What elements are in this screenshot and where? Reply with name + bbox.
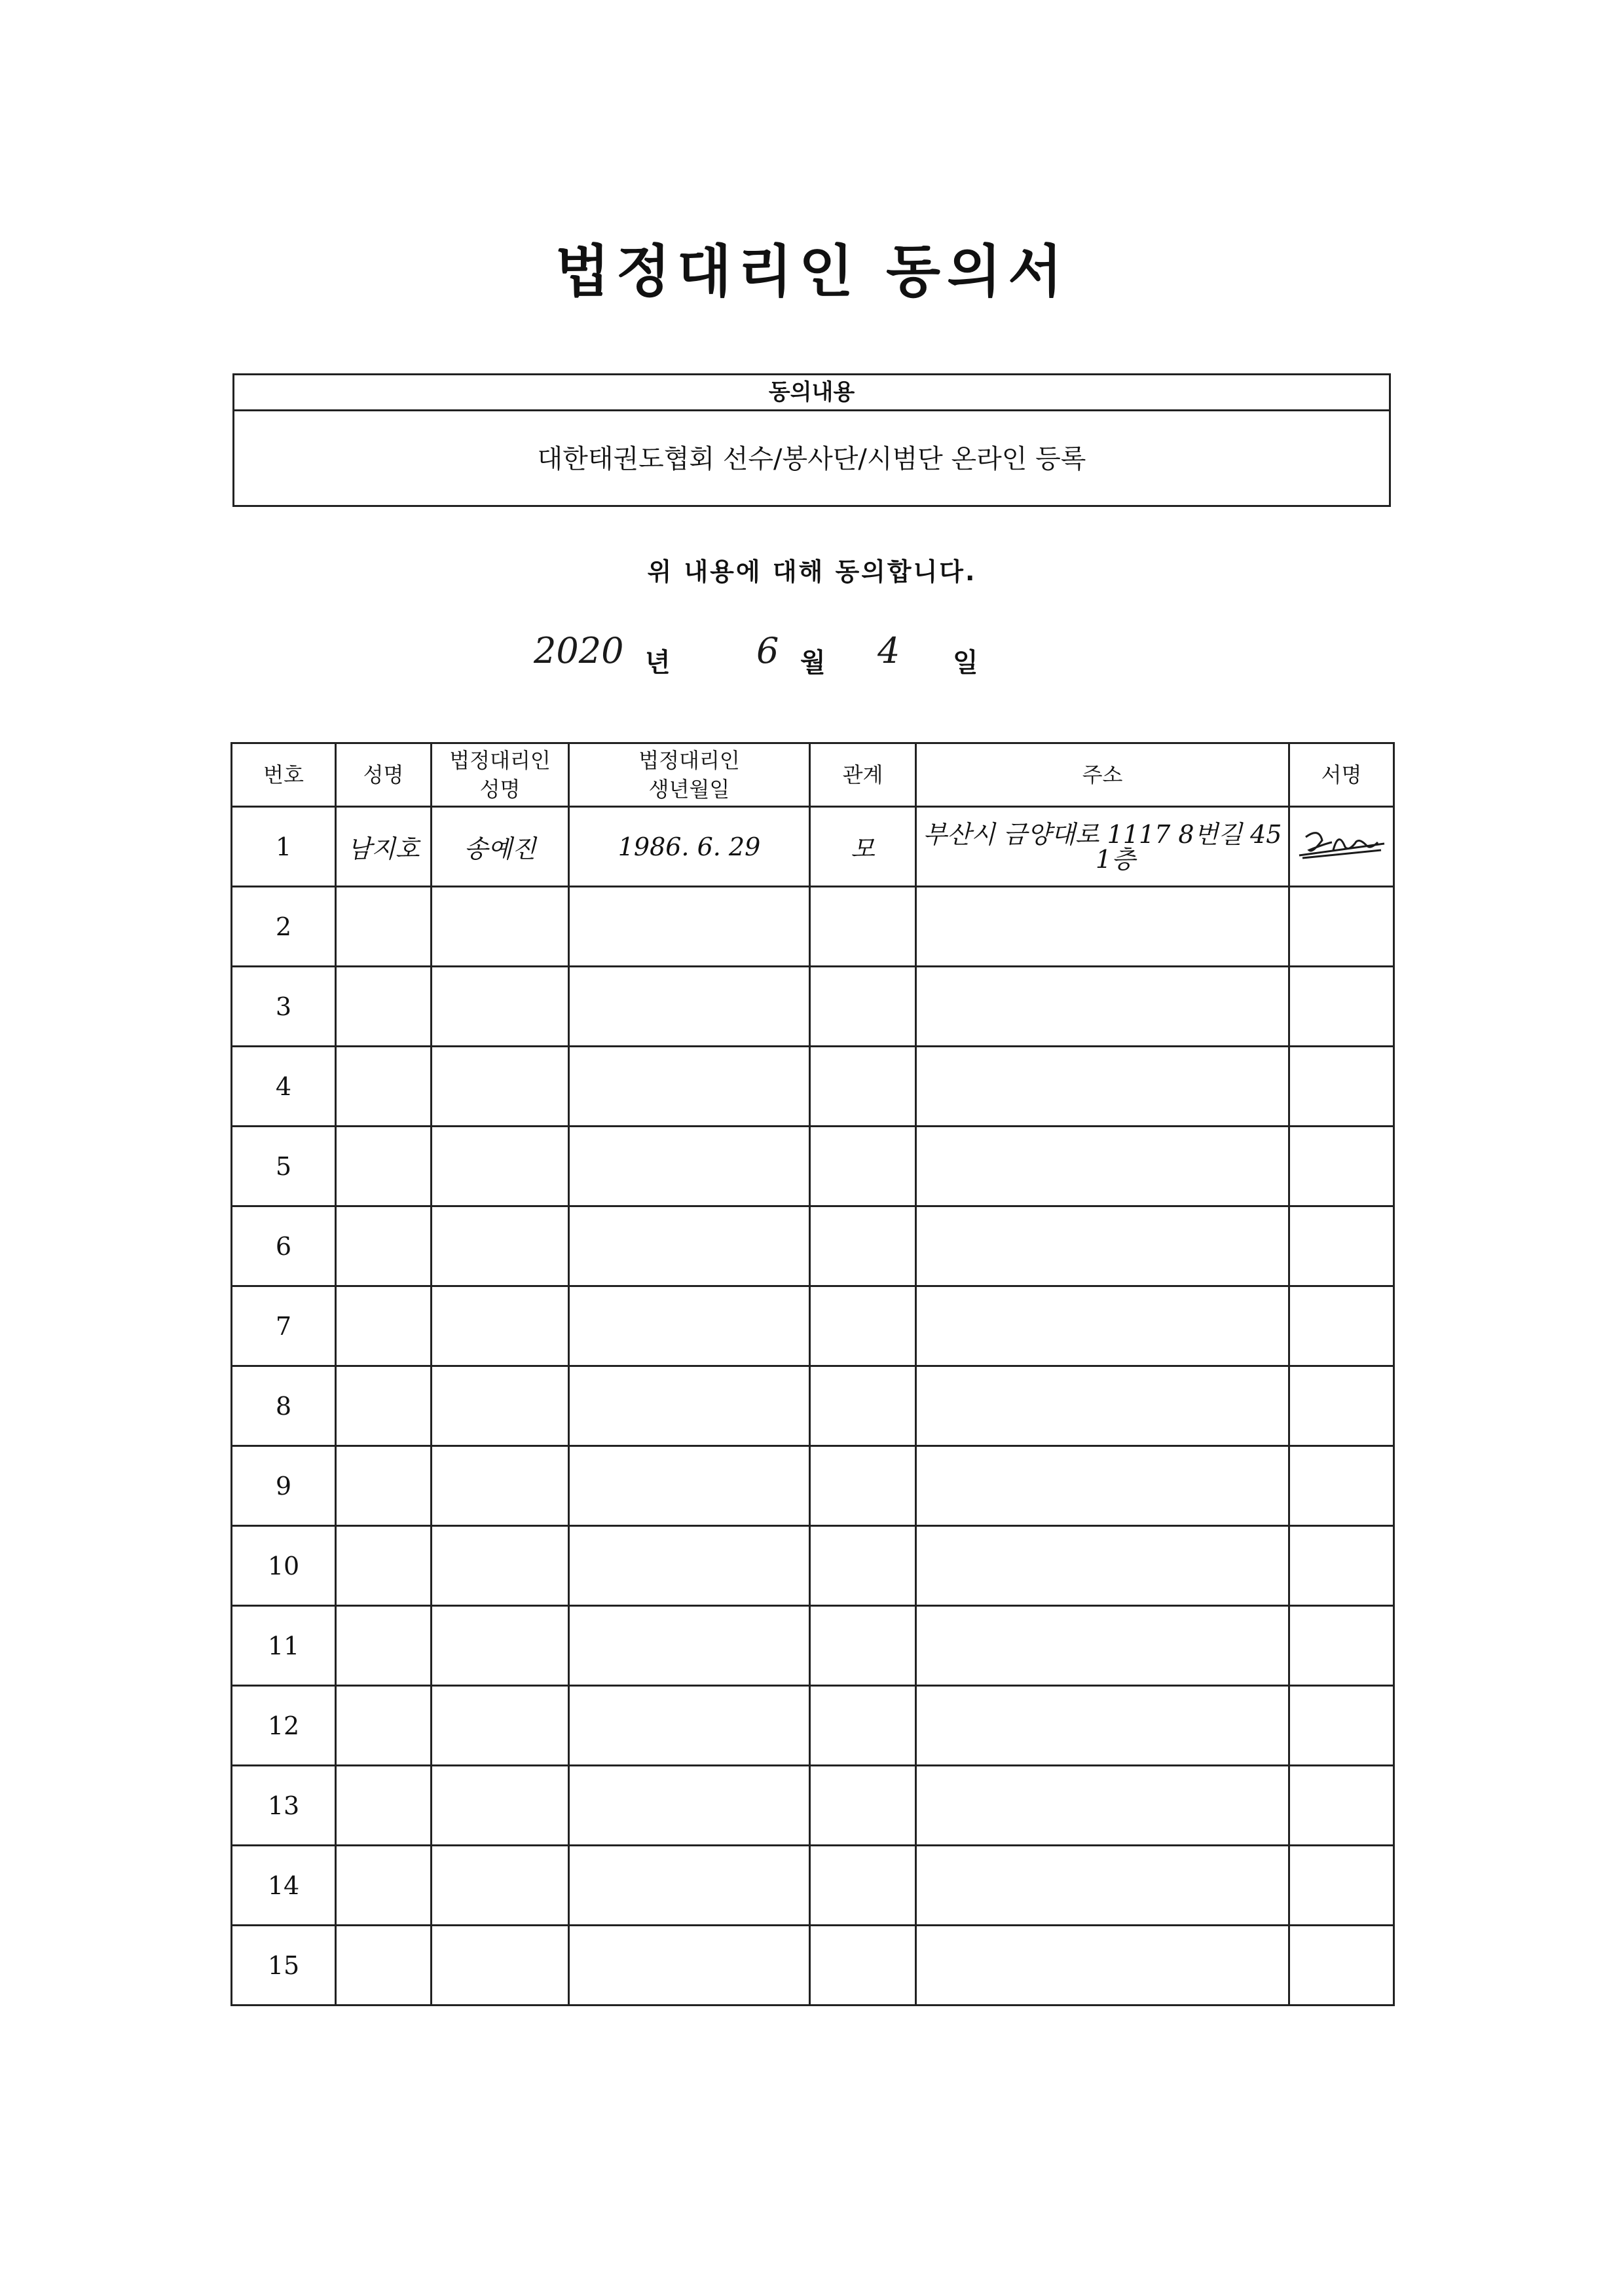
cell-guardian-birth xyxy=(569,1846,810,1926)
table-header-row xyxy=(232,743,1394,807)
cell-guardian-birth xyxy=(569,1206,810,1286)
cell-address xyxy=(916,967,1289,1047)
cell-guardian-name xyxy=(432,967,569,1047)
cell-address xyxy=(916,1766,1289,1846)
cell-number: 14 xyxy=(232,1846,336,1926)
cell-relation xyxy=(810,967,916,1047)
table-row xyxy=(232,1926,1394,2006)
cell-name xyxy=(336,1206,432,1286)
cell-name xyxy=(336,1366,432,1446)
header-name: 성명 xyxy=(336,743,432,807)
address-line-1: 부산시 금양대로 1117 8번길 45 xyxy=(923,819,1282,849)
cell-relation xyxy=(810,1846,916,1926)
cell-number: 10 xyxy=(232,1526,336,1606)
consent-box-content: 대한태권도협회 선수/봉사단/시범단 온라인 등록 xyxy=(537,444,1086,474)
cell-address xyxy=(916,1127,1289,1206)
cell-guardian-name xyxy=(432,1206,569,1286)
cell-guardian-birth: 1986. 6. 29 xyxy=(569,807,810,887)
cell-relation xyxy=(810,1286,916,1366)
cell-guardian-name xyxy=(432,887,569,967)
consent-box xyxy=(232,373,1391,507)
cell-guardian-birth xyxy=(569,1286,810,1366)
cell-name xyxy=(336,967,432,1047)
cell-guardian-name xyxy=(432,1127,569,1206)
cell-name xyxy=(336,1127,432,1206)
header-number: 번호 xyxy=(232,743,336,807)
cell-address xyxy=(916,1047,1289,1127)
header-address: 주소 xyxy=(916,743,1289,807)
header-signature: 서명 xyxy=(1289,743,1394,807)
cell-signature xyxy=(1289,1526,1394,1606)
cell-signature xyxy=(1289,1047,1394,1127)
cell-number: 4 xyxy=(232,1047,336,1127)
table-row xyxy=(232,1686,1394,1766)
cell-number: 9 xyxy=(232,1446,336,1526)
header-relation: 관계 xyxy=(810,743,916,807)
cell-relation xyxy=(810,1446,916,1526)
cell-guardian-birth xyxy=(569,1686,810,1766)
cell-relation xyxy=(810,1127,916,1206)
cell-address xyxy=(916,887,1289,967)
table-body xyxy=(232,807,1394,2006)
table-row xyxy=(232,1846,1394,1926)
cell-guardian-birth xyxy=(569,1606,810,1686)
cell-name xyxy=(336,1526,432,1606)
cell-number: 15 xyxy=(232,1926,336,2006)
cell-number: 13 xyxy=(232,1766,336,1846)
cell-relation xyxy=(810,1206,916,1286)
date-day-label: 일 xyxy=(953,648,978,678)
cell-number: 1 xyxy=(232,807,336,887)
cell-address xyxy=(916,1846,1289,1926)
cell-signature xyxy=(1289,967,1394,1047)
cell-relation: 모 xyxy=(810,807,916,887)
cell-signature xyxy=(1289,1606,1394,1686)
table-row xyxy=(232,1366,1394,1446)
table-row xyxy=(232,1526,1394,1606)
agreement-statement: 위 내용에 대해 동의합니다. xyxy=(647,557,977,586)
cell-number: 5 xyxy=(232,1127,336,1206)
cell-name xyxy=(336,1846,432,1926)
cell-address xyxy=(916,1526,1289,1606)
cell-guardian-name xyxy=(432,1446,569,1526)
cell-address xyxy=(916,1686,1289,1766)
header-guardian-birth-line2: 생년월일 xyxy=(648,777,730,802)
cell-name xyxy=(336,1766,432,1846)
table-row xyxy=(232,887,1394,967)
cell-name xyxy=(336,1047,432,1127)
cell-guardian-name xyxy=(432,1526,569,1606)
cell-relation xyxy=(810,1047,916,1127)
cell-number: 7 xyxy=(232,1286,336,1366)
cell-guardian-birth xyxy=(569,1366,810,1446)
cell-relation xyxy=(810,1606,916,1686)
table-row xyxy=(232,1286,1394,1366)
table-row xyxy=(232,967,1394,1047)
cell-relation xyxy=(810,1526,916,1606)
cell-guardian-birth xyxy=(569,1446,810,1526)
cell-signature xyxy=(1289,1926,1394,2006)
header-guardian-name-line2: 성명 xyxy=(479,777,521,802)
cell-signature xyxy=(1289,1846,1394,1926)
header-guardian-birth xyxy=(569,743,810,807)
cell-guardian-name xyxy=(432,1366,569,1446)
date-year-label: 년 xyxy=(645,648,671,678)
cell-signature xyxy=(1289,1766,1394,1846)
date-year-value: 2020 xyxy=(534,630,624,671)
cell-number: 12 xyxy=(232,1686,336,1766)
date-month-value: 6 xyxy=(756,630,779,671)
cell-name xyxy=(336,887,432,967)
cell-number: 6 xyxy=(232,1206,336,1286)
cell-guardian-birth xyxy=(569,1766,810,1846)
cell-signature xyxy=(1289,1686,1394,1766)
consent-box-header: 동의내용 xyxy=(234,375,1389,411)
cell-name xyxy=(336,1286,432,1366)
table-row xyxy=(232,1206,1394,1286)
cell-guardian-birth xyxy=(569,967,810,1047)
cell-guardian-birth xyxy=(569,1926,810,2006)
header-guardian-birth-line1: 법정대리인 xyxy=(638,748,740,773)
cell-guardian-name xyxy=(432,1926,569,2006)
cell-relation xyxy=(810,1366,916,1446)
table-row xyxy=(232,1047,1394,1127)
cell-address xyxy=(916,1366,1289,1446)
handwritten-signature xyxy=(1293,824,1391,863)
cell-guardian-birth xyxy=(569,887,810,967)
cell-address xyxy=(916,1286,1289,1366)
cell-guardian-name xyxy=(432,1846,569,1926)
cell-name xyxy=(336,1606,432,1686)
header-guardian-name-line1: 법정대리인 xyxy=(449,748,551,773)
cell-name: 남지호 xyxy=(336,807,432,887)
cell-number: 3 xyxy=(232,967,336,1047)
cell-guardian-name xyxy=(432,1686,569,1766)
cell-signature xyxy=(1289,1446,1394,1526)
cell-name xyxy=(336,1446,432,1526)
cell-signature xyxy=(1289,807,1394,887)
cell-name xyxy=(336,1926,432,2006)
date-month-label: 월 xyxy=(800,648,826,678)
table-row xyxy=(232,1766,1394,1846)
cell-name xyxy=(336,1686,432,1766)
cell-address xyxy=(916,1446,1289,1526)
cell-number: 2 xyxy=(232,887,336,967)
cell-relation xyxy=(810,1926,916,2006)
cell-guardian-birth xyxy=(569,1127,810,1206)
cell-number: 8 xyxy=(232,1366,336,1446)
cell-signature xyxy=(1289,1366,1394,1446)
cell-guardian-name xyxy=(432,1286,569,1366)
cell-guardian-birth xyxy=(569,1526,810,1606)
document-title: 법정대리인 동의서 xyxy=(555,239,1069,305)
cell-relation xyxy=(810,1686,916,1766)
table-row xyxy=(232,807,1394,887)
cell-guardian-name: 송예진 xyxy=(432,807,569,887)
cell-signature xyxy=(1289,887,1394,967)
table-row xyxy=(232,1606,1394,1686)
cell-address xyxy=(916,1206,1289,1286)
cell-signature xyxy=(1289,1127,1394,1206)
cell-address xyxy=(916,1606,1289,1686)
cell-address xyxy=(916,1926,1289,2006)
cell-guardian-name xyxy=(432,1047,569,1127)
date-day-value: 4 xyxy=(877,630,900,671)
cell-guardian-name xyxy=(432,1766,569,1846)
table-row xyxy=(232,1127,1394,1206)
cell-number: 11 xyxy=(232,1606,336,1686)
address-line-2: 1층 xyxy=(1096,844,1135,874)
cell-relation xyxy=(810,1766,916,1846)
table-row xyxy=(232,1446,1394,1526)
cell-guardian-birth xyxy=(569,1047,810,1127)
cell-relation xyxy=(810,887,916,967)
cell-signature xyxy=(1289,1286,1394,1366)
cell-guardian-name xyxy=(432,1606,569,1686)
cell-address xyxy=(916,807,1289,887)
guardian-table xyxy=(231,742,1395,2006)
cell-signature xyxy=(1289,1206,1394,1286)
header-guardian-name xyxy=(432,743,569,807)
